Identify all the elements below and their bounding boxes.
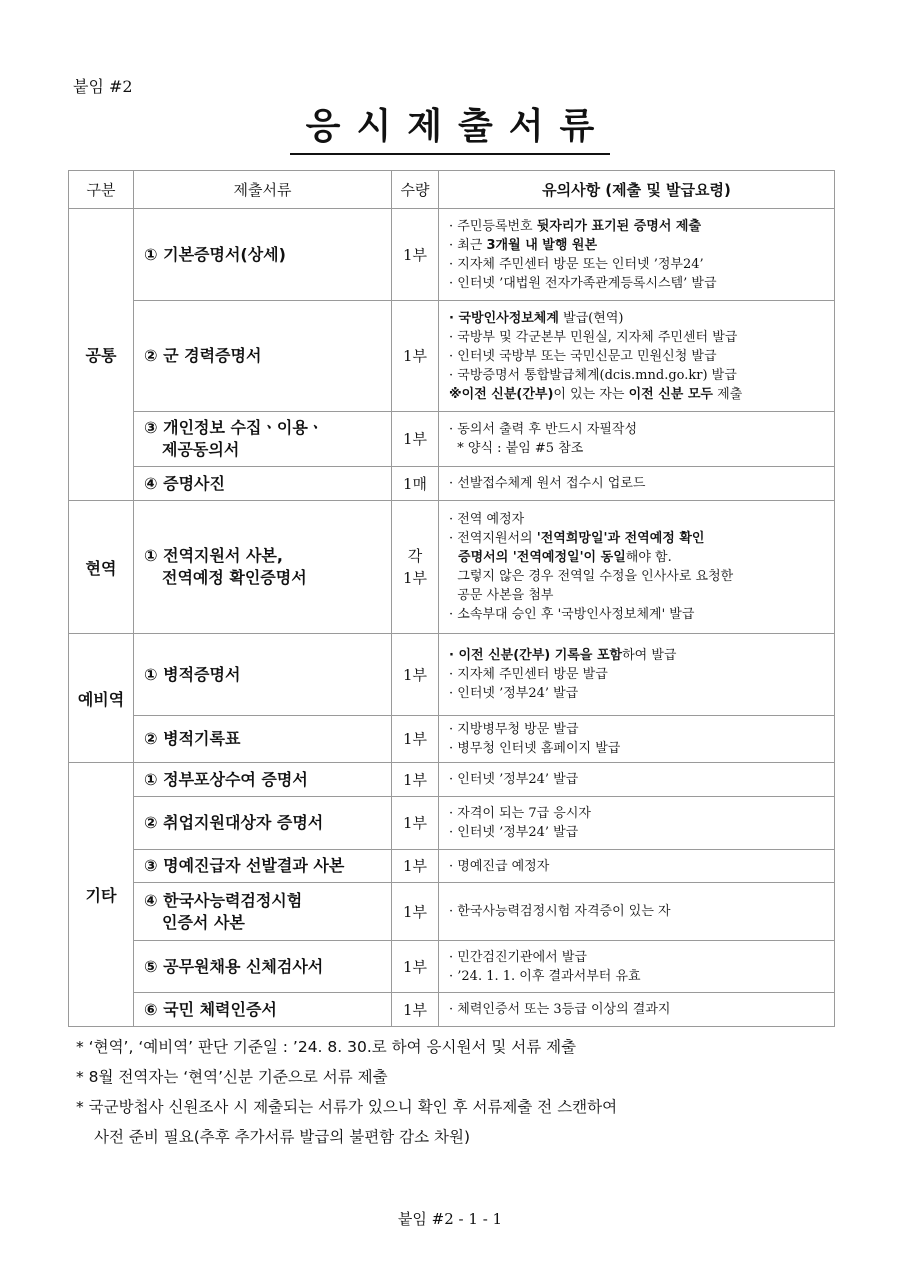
note-line — [449, 529, 828, 548]
document-cell — [134, 797, 392, 850]
note-text: 이 있는 자는 — [553, 386, 629, 402]
note-line — [449, 739, 828, 758]
note-text: · 인터넷 ’대법원 전자가족관계등록시스템’ 발급 — [449, 275, 717, 291]
table-header-row — [69, 171, 835, 209]
quantity-cell — [392, 412, 439, 467]
quantity-value: 1부 — [402, 957, 428, 976]
document-name: ⑥ 국민 체력인증서 — [144, 999, 277, 1019]
table-row — [69, 850, 835, 883]
quantity-cell — [392, 797, 439, 850]
note-line — [449, 366, 828, 385]
quantity-cell — [392, 209, 439, 301]
quantity-cell — [392, 301, 439, 412]
document-cell — [134, 883, 392, 941]
quantity-value: 각 — [407, 547, 423, 565]
document-name: ④ 한국사능력검정시험 — [144, 890, 303, 910]
note-line — [449, 646, 828, 665]
document-name: ② 군 경력증명서 — [144, 346, 262, 365]
category-cell: 현역 — [69, 501, 134, 634]
note-text: · 인터넷 ’정부24’ 발급 — [449, 772, 579, 787]
quantity-value: 1부 — [402, 730, 428, 748]
category-cell: 공통 — [69, 209, 134, 501]
document-cell — [134, 941, 392, 993]
table-row — [69, 941, 835, 993]
quantity-cell — [392, 467, 439, 501]
quantity-value: 1매 — [402, 474, 428, 493]
note-text: 제출 — [713, 386, 743, 402]
quantity-cell — [392, 634, 439, 716]
table-row — [69, 209, 835, 301]
required-documents-table — [68, 170, 835, 1027]
notes-cell — [439, 412, 835, 467]
quantity-value: 1부 — [402, 770, 428, 789]
note-text: · 동의서 출력 후 반드시 자필작성 — [449, 422, 638, 437]
document-name: 전역예정 확인증명서 — [162, 568, 307, 587]
footnote-continuation: 사전 준비 필요(추후 추가서류 발급의 불편함 감소 차원) — [94, 1128, 470, 1146]
note-emphasis: · 이전 신분(간부) 기록을 포함 — [449, 648, 623, 663]
note-line — [449, 548, 828, 567]
table-row — [69, 501, 835, 634]
table-body — [69, 209, 835, 1027]
document-cell — [134, 301, 392, 412]
quantity-value: 1부 — [402, 245, 428, 264]
document-name: 제공동의서 — [162, 440, 240, 459]
document-cell — [134, 716, 392, 763]
note-line — [449, 255, 828, 274]
quantity-value: 1부 — [402, 430, 428, 448]
header-category: 구분 — [69, 171, 134, 209]
note-text: · 선발접수체계 원서 접수시 업로드 — [449, 476, 646, 491]
notes-cell — [439, 301, 835, 412]
quantity-value: 1부 — [402, 347, 428, 365]
header-quantity: 수량 — [392, 171, 439, 209]
note-text: · 소속부대 승인 후 '국방인사정보체계' 발급 — [449, 607, 695, 622]
note-text: · 인터넷 ’정부24’ 발급 — [449, 825, 579, 840]
document-name: ⑤ 공무원채용 신체검사서 — [144, 956, 324, 976]
note-line — [449, 605, 828, 624]
table-row — [69, 993, 835, 1027]
table-row — [69, 763, 835, 797]
note-text: * 양식 : 붙임 #5 참조 — [449, 441, 584, 456]
notes-cell — [439, 797, 835, 850]
quantity-cell — [392, 941, 439, 993]
note-line — [449, 720, 828, 739]
note-text: 발급(현역) — [558, 310, 624, 326]
document-title: 응시제출서류 — [290, 96, 611, 155]
note-emphasis: 증명서의 '전역예정일'이 동일 — [449, 550, 626, 565]
document-name: ④ 증명사진 — [144, 473, 225, 493]
note-line — [449, 309, 828, 328]
note-line — [449, 665, 828, 684]
document-name: ① 정부포상수여 증명서 — [144, 769, 308, 789]
note-emphasis: 이전 신분 모두 — [628, 386, 713, 402]
attachment-label: 붙임 #2 — [73, 77, 133, 96]
note-text: · 인터넷 국방부 또는 국민신문고 민원신청 발급 — [449, 348, 717, 364]
document-name: 인증서 사본 — [162, 912, 245, 932]
note-emphasis: ※이전 신분(간부) — [449, 386, 554, 402]
note-text: · 지자체 주민센터 방문 발급 — [449, 667, 608, 682]
note-line — [449, 902, 828, 921]
document-title-wrap — [0, 96, 900, 155]
document-name: ① 병적증명서 — [144, 664, 241, 684]
notes-cell — [439, 993, 835, 1027]
category-cell: 예비역 — [69, 634, 134, 763]
note-line — [449, 510, 828, 529]
quantity-cell — [392, 993, 439, 1027]
note-line — [449, 1000, 828, 1019]
document-name: ③ 명예진급자 선발결과 사본 — [144, 856, 345, 875]
note-text: · 국방증명서 통합발급체계(dcis.mnd.go.kr) 발급 — [449, 367, 737, 383]
document-cell — [134, 763, 392, 797]
document-name: ① 전역지원서 사본, — [144, 546, 283, 565]
quantity-cell — [392, 716, 439, 763]
notes-cell — [439, 501, 835, 634]
table-row — [69, 467, 835, 501]
note-line — [449, 217, 828, 236]
notes-cell — [439, 941, 835, 993]
document-cell — [134, 501, 392, 634]
note-text: · 전역지원서의 — [449, 531, 537, 546]
note-emphasis: · 국방인사정보체계 — [449, 310, 559, 326]
table-row — [69, 883, 835, 941]
page-number: 붙임 #2 - 1 - 1 — [397, 1210, 503, 1228]
footnote: * 8월 전역자는 ‘현역’신분 기준으로 서류 제출 — [76, 1068, 388, 1086]
note-line — [449, 770, 828, 789]
table-row — [69, 301, 835, 412]
document-cell — [134, 412, 392, 467]
note-line — [449, 804, 828, 823]
notes-cell — [439, 467, 835, 501]
note-text: · 자격이 되는 7급 응시자 — [449, 806, 591, 821]
footnote: * 국군방첩사 신원조사 시 제출되는 서류가 있으니 확인 후 서류제출 전 스캔하여 — [76, 1098, 618, 1116]
note-line — [449, 567, 828, 586]
header-notes: 유의사항 (제출 및 발급요령) — [439, 171, 835, 209]
quantity-cell — [392, 850, 439, 883]
table-row — [69, 634, 835, 716]
note-text: · 지방병무청 방문 발급 — [449, 722, 579, 737]
note-text: · 인터넷 ’정부24’ 발급 — [449, 686, 579, 701]
note-line — [449, 236, 828, 255]
note-line — [449, 967, 828, 986]
note-text: · 명예진급 예정자 — [449, 858, 550, 874]
notes-cell — [439, 209, 835, 301]
note-line — [449, 439, 828, 458]
notes-cell — [439, 634, 835, 716]
note-line — [449, 328, 828, 347]
quantity-cell — [392, 501, 439, 634]
note-line — [449, 948, 828, 967]
note-text: · 병무청 인터넷 홈페이지 발급 — [449, 741, 621, 756]
header-document: 제출서류 — [134, 171, 392, 209]
note-line — [449, 347, 828, 366]
category-cell: 기타 — [69, 763, 134, 1027]
note-text: · 국방부 및 각군본부 민원실, 지자체 주민센터 발급 — [449, 329, 738, 345]
quantity-value: 1부 — [402, 665, 428, 684]
note-line — [449, 385, 828, 404]
footnote: * ‘현역’, ‘예비역’ 판단 기준일 : ’24. 8. 30.로 하여 응시원서 및 서류 제출 — [76, 1038, 577, 1056]
note-text: 하여 발급 — [622, 648, 677, 663]
notes-cell — [439, 763, 835, 797]
note-text: 그렇지 않은 경우 전역일 수정을 인사사로 요청한 — [449, 569, 734, 584]
document-name: ① 기본증명서(상세) — [144, 244, 286, 264]
quantity-cell — [392, 763, 439, 797]
note-line — [449, 474, 828, 493]
note-line — [449, 420, 828, 439]
note-line — [449, 586, 828, 605]
footnotes — [76, 1032, 617, 1152]
document-cell — [134, 993, 392, 1027]
document-name: ② 병적기록표 — [144, 729, 241, 748]
note-text: 공문 사본을 첨부 — [449, 588, 554, 603]
note-line — [449, 274, 828, 293]
note-text: · 체력인증서 또는 3등급 이상의 결과지 — [449, 1002, 671, 1017]
note-text: · 지자체 주민센터 방문 또는 인터넷 ’정부24’ — [449, 256, 704, 272]
note-text: · 전역 예정자 — [449, 512, 525, 527]
note-emphasis: '전역희망일'과 전역예정 확인 — [536, 531, 705, 546]
note-text: · ’24. 1. 1. 이후 결과서부터 유효 — [449, 968, 641, 984]
document-name: ② 취업지원대상자 증명서 — [144, 813, 324, 832]
quantity-value: 1부 — [402, 902, 428, 921]
notes-cell — [439, 716, 835, 763]
note-emphasis: 3개월 내 발행 원본 — [486, 237, 598, 253]
document-name: ③ 개인정보 수집ㆍ이용ㆍ — [144, 418, 324, 437]
quantity-value: 1부 — [402, 814, 428, 832]
document-cell — [134, 209, 392, 301]
note-emphasis: 뒷자리가 표기된 증명서 제출 — [536, 218, 702, 234]
table-row — [69, 412, 835, 467]
document-cell — [134, 467, 392, 501]
notes-cell — [439, 883, 835, 941]
quantity-cell — [392, 883, 439, 941]
note-text: · 민간검진기관에서 발급 — [449, 949, 587, 965]
quantity-value: 1부 — [402, 569, 428, 587]
document-cell — [134, 850, 392, 883]
note-text: 해야 함. — [625, 550, 672, 565]
note-text: · 주민등록번호 — [449, 218, 537, 234]
table-row — [69, 797, 835, 850]
note-line — [449, 684, 828, 703]
note-text: · 한국사능력검정시험 자격증이 있는 자 — [449, 904, 671, 919]
quantity-value: 1부 — [402, 857, 428, 875]
note-line — [449, 823, 828, 842]
note-text: · 최근 — [449, 237, 487, 253]
quantity-value: 1부 — [402, 1000, 428, 1019]
notes-cell — [439, 850, 835, 883]
document-cell — [134, 634, 392, 716]
table-row — [69, 716, 835, 763]
note-line — [449, 857, 828, 876]
